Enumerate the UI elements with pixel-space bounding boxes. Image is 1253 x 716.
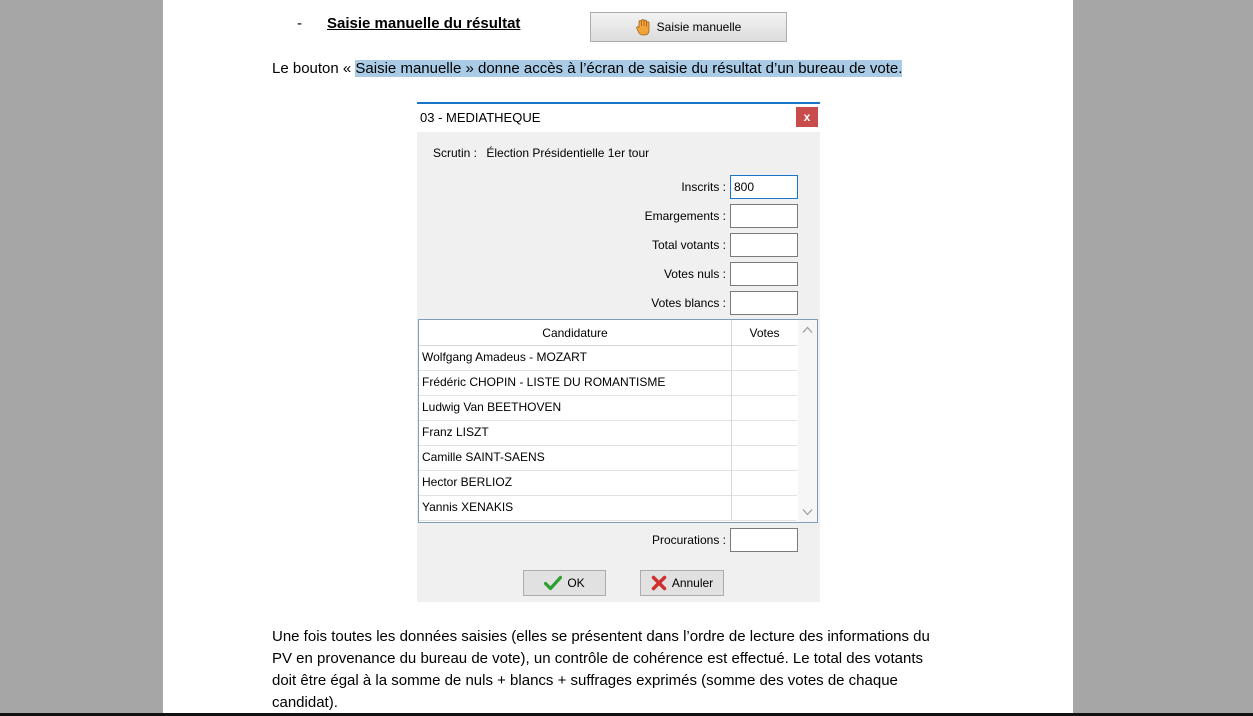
cancel-button-label: Annuler	[671, 576, 714, 590]
table-row[interactable]	[419, 420, 797, 446]
grid-header	[419, 320, 797, 346]
table-row[interactable]	[419, 370, 797, 396]
scrutin-row	[433, 146, 649, 160]
header-votes[interactable]: Votes	[749, 325, 780, 340]
ok-button[interactable]	[523, 570, 606, 596]
table-row[interactable]	[419, 345, 797, 371]
votes-cell[interactable]	[731, 370, 798, 395]
cancel-button[interactable]	[640, 570, 724, 596]
candidates-grid	[418, 319, 818, 523]
procurations-input[interactable]	[730, 528, 798, 552]
header-candidature[interactable]: Candidature	[419, 320, 732, 345]
candidate-name: Frédéric CHOPIN - LISTE DU ROMANTISME	[422, 375, 666, 389]
section-heading: Saisie manuelle du résultat	[327, 15, 521, 32]
saisie-manuelle-button-label: Saisie manuelle	[656, 20, 742, 34]
paragraph-line: PV en provenance du bureau de vote), un contrôle de cohérence est effectué. Le total des votants	[272, 650, 923, 667]
check-icon	[544, 575, 562, 591]
paragraph-line: Une fois toutes les données saisies (elles se présentent dans l’ordre de lecture des informations du	[272, 628, 930, 645]
emargements-input[interactable]	[730, 204, 798, 228]
votes-cell[interactable]	[731, 470, 798, 495]
votes-cell[interactable]	[731, 495, 798, 520]
inscrits-input[interactable]	[730, 175, 798, 199]
intro-paragraph	[272, 60, 902, 77]
votes-nuls-input[interactable]	[730, 262, 798, 286]
close-icon: x	[803, 110, 811, 124]
table-row[interactable]	[419, 395, 797, 421]
grid-scrollbar[interactable]	[798, 320, 817, 522]
table-row[interactable]	[419, 495, 797, 521]
votes-cell[interactable]	[731, 445, 798, 470]
candidate-name: Wolfgang Amadeus - MOZART	[422, 350, 587, 364]
candidate-name: Yannis XENAKIS	[422, 500, 514, 514]
total-votants-label: Total votants :	[651, 238, 726, 252]
scrutin-value: Élection Présidentielle 1er tour	[486, 146, 650, 160]
dialog-title: 03 - MEDIATHEQUE	[420, 110, 541, 125]
hand-icon	[636, 19, 651, 36]
saisie-manuelle-button[interactable]	[590, 12, 787, 42]
dialog-titlebar	[417, 104, 820, 132]
list-bullet: -	[297, 15, 302, 32]
table-row[interactable]	[419, 470, 797, 496]
scrutin-label: Scrutin :	[433, 146, 478, 160]
candidate-name: Ludwig Van BEETHOVEN	[422, 400, 562, 414]
votes-cell[interactable]	[731, 395, 798, 420]
votes-cell[interactable]	[731, 345, 798, 370]
table-row[interactable]	[419, 445, 797, 471]
saisie-dialog	[417, 102, 820, 602]
candidate-name: Hector BERLIOZ	[422, 475, 513, 489]
candidate-name: Camille SAINT-SAENS	[422, 450, 545, 464]
scroll-down-icon[interactable]	[802, 508, 813, 516]
votes-cell[interactable]	[731, 420, 798, 445]
intro-highlighted-text: Saisie manuelle » donne accès à l’écran de saisie du résultat d’un bureau de vote.	[355, 60, 903, 77]
procurations-label: Procurations :	[651, 533, 726, 547]
votes-blancs-label: Votes blancs :	[651, 296, 726, 310]
inscrits-label: Inscrits :	[681, 180, 726, 194]
scroll-up-icon[interactable]	[802, 326, 813, 334]
paragraph-line: candidat).	[272, 694, 338, 711]
total-votants-input[interactable]	[730, 233, 798, 257]
emargements-label: Emargements :	[644, 209, 726, 223]
close-button[interactable]	[796, 107, 818, 127]
ok-button-label: OK	[567, 576, 585, 590]
candidate-name: Franz LISZT	[422, 425, 489, 439]
explanation-paragraph	[272, 626, 962, 714]
intro-prefix: Le bouton «	[272, 60, 356, 77]
paragraph-line: doit être égal à la somme de nuls + blancs + suffrages exprimés (somme des votes de chaque	[272, 672, 898, 689]
cancel-icon	[651, 575, 667, 591]
votes-blancs-input[interactable]	[730, 291, 798, 315]
votes-nuls-label: Votes nuls :	[663, 267, 726, 281]
